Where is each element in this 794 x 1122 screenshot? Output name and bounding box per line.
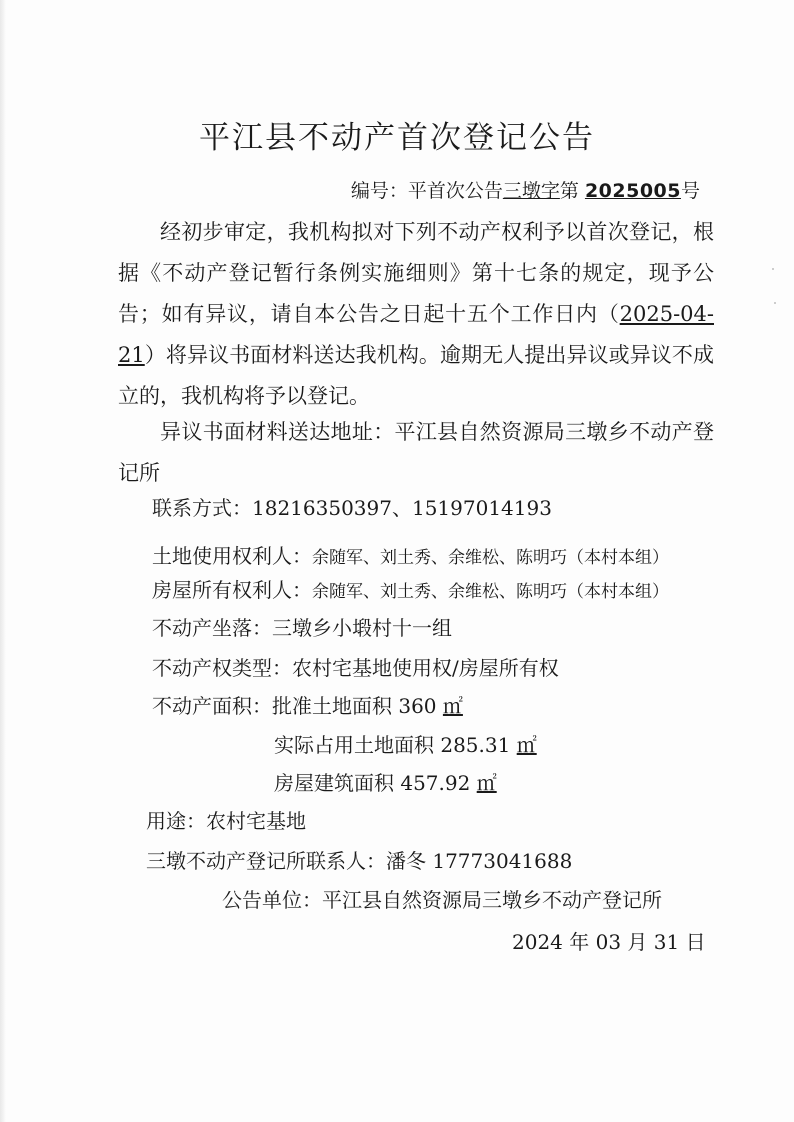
actual-area-line [274, 729, 537, 758]
contact-person-line: 三墩不动产登记所联系人：潘冬 17773041688 [146, 849, 573, 873]
approved-area-label: 批准土地面积 [272, 694, 392, 718]
house-owner-label: 房屋所有权利人： [152, 578, 312, 602]
issuer-line: 公告单位：平江县自然资源局三墩乡不动产登记所 [222, 888, 662, 912]
body-paragraph-2: 异议书面材料送达地址：平江县自然资源局三墩乡不动产登记所 [118, 420, 714, 485]
actual-area-label: 实际占用土地面积 [274, 733, 434, 757]
body-paragraph-1 [118, 212, 714, 417]
objection-deadline-date: 2025-04-21 [118, 302, 714, 367]
doc-number-office: 三墩字 [502, 180, 560, 202]
building-area-label: 房屋建筑面积 [274, 771, 394, 795]
house-owner-note: （本村本组） [567, 582, 669, 602]
land-owner-note: （本村本组） [567, 548, 669, 568]
actual-area-value: 285.31 [440, 733, 511, 757]
page-title: 平江县不动产首次登记公告 [199, 120, 595, 156]
body-p1-part-a: 经初步审定，我机构拟对下列不动产权利予以首次登记，根据《不动产登记暂行条例实施细则》第十七条的规定，现予公告；如有异议，请自本公告之日起十五个工作日内（ [118, 220, 714, 326]
issue-date: 2024 年 03 月 31 日 [512, 930, 706, 954]
area-unit: ㎡ [516, 733, 537, 757]
doc-number-suffix: 号 [680, 180, 700, 202]
right-type-line: 不动产权类型：农村宅基地使用权/房屋所有权 [152, 656, 559, 680]
area-unit: ㎡ [476, 771, 497, 795]
approved-area-value: 360 [398, 694, 437, 718]
land-owner-label: 土地使用权利人： [152, 544, 312, 568]
area-unit: ㎡ [442, 694, 463, 718]
house-owner-names: 余随军、刘土秀、余维松、陈明巧 [312, 582, 567, 602]
approved-area-line [152, 690, 463, 719]
body-p1-part-b: ）将异议书面材料送达我机构。逾期无人提出异议或异议不成立的，我机构将予以登记。 [118, 343, 714, 408]
scan-speck [772, 268, 774, 270]
scan-edge-shadow [0, 0, 6, 1122]
land-owner-names: 余随军、刘土秀、余维松、陈明巧 [312, 548, 567, 568]
document-number [351, 176, 700, 203]
area-label: 不动产面积： [152, 694, 272, 718]
building-area-value: 457.92 [400, 771, 471, 795]
building-area-line [274, 767, 497, 796]
land-owner-line [152, 540, 669, 569]
scan-speck [774, 302, 776, 304]
usage-line: 用途：农村宅基地 [146, 809, 306, 833]
house-owner-line [152, 574, 669, 603]
contact-line: 联系方式：18216350397、15197014193 [152, 496, 552, 520]
doc-number-value: 2025005 [584, 180, 681, 202]
doc-number-mid: 第 [559, 180, 579, 202]
doc-number-prefix: 编号：平首次公告 [350, 180, 503, 202]
location-line: 不动产坐落：三墩乡小塅村十一组 [152, 616, 452, 640]
